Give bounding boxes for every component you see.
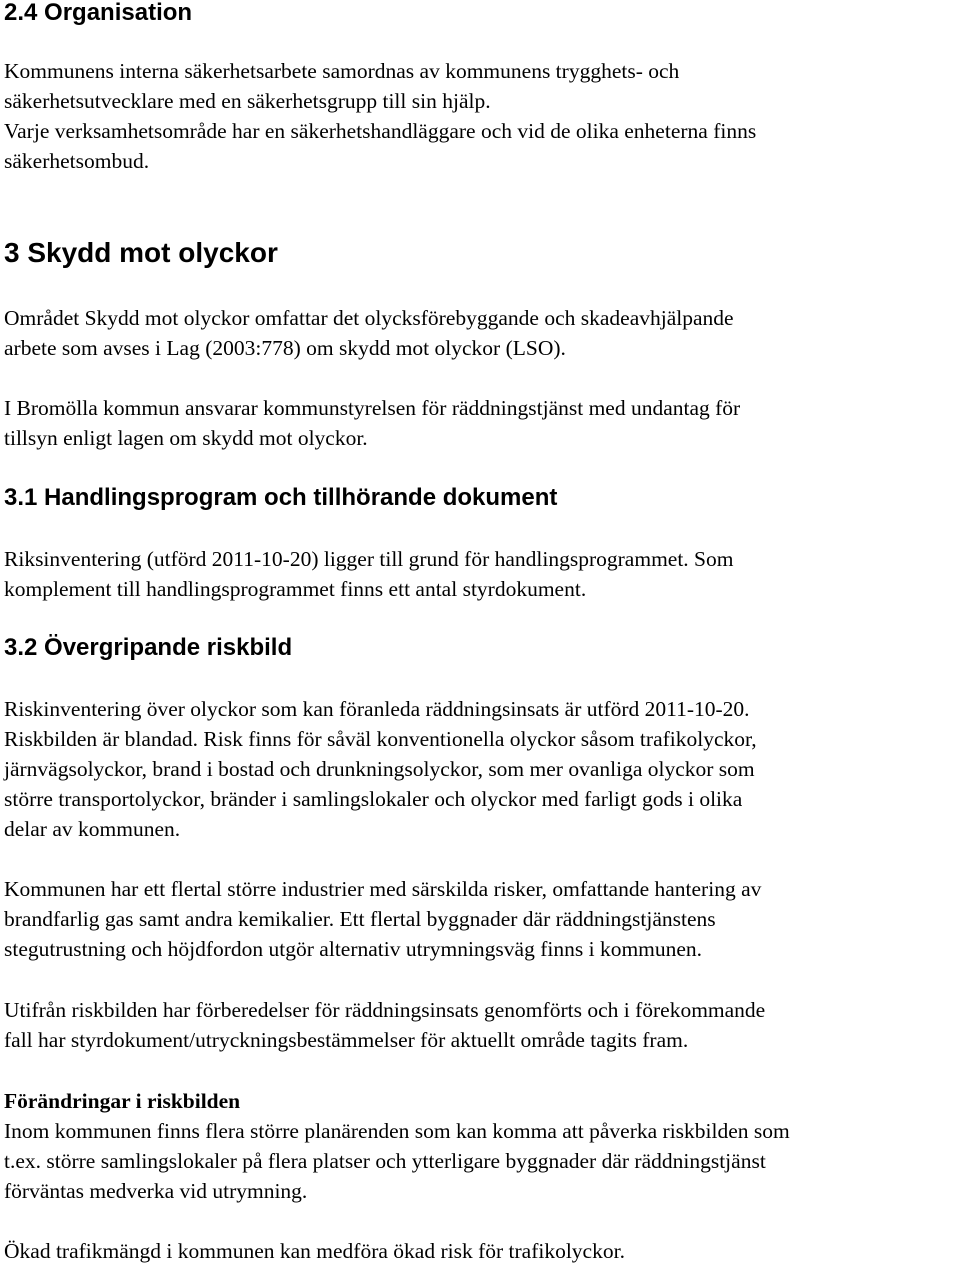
- text-line: Utifrån riskbilden har förberedelser för räddningsinsats genomförts och i förekommande: [4, 998, 766, 1022]
- text-line: Inom kommunen finns flera större planärenden som kan komma att påverka riskbilden som: [4, 1119, 790, 1143]
- text-line: komplement till handlingsprogrammet finns ett antal styrdokument.: [4, 577, 587, 601]
- text-line: järnvägsolyckor, brand i bostad och drunkningsolyckor, som mer ovanliga olyckor som: [4, 757, 755, 781]
- section-heading-3-1: 3.1 Handlingsprogram och tillhörande dokument: [4, 484, 558, 511]
- text-line: Riskbilden är blandad. Risk finns för såväl konventionella olyckor såsom trafikolyckor,: [4, 727, 757, 751]
- text-line: säkerhetsombud.: [4, 149, 150, 173]
- text-line: Ökad trafikmängd i kommunen kan medföra ökad risk för trafikolyckor.: [4, 1239, 625, 1263]
- text-line: t.ex. större samlingslokaler på flera platser och ytterligare byggnader där räddningstjänst: [4, 1149, 766, 1173]
- section-heading-3: 3 Skydd mot olyckor: [4, 237, 278, 268]
- text-line: arbete som avses i Lag (2003:778) om skydd mot olyckor (LSO).: [4, 336, 566, 360]
- skydd-paragraph-2: [4, 393, 960, 453]
- text-line: Varje verksamhetsområde har en säkerhetshandläggare och vid de olika enheterna finns: [4, 119, 757, 143]
- text-line: stegutrustning och höjdfordon utgör alternativ utrymningsväg finns i kommunen.: [4, 937, 703, 961]
- text-line: Riskinventering över olyckor som kan föranleda räddningsinsats är utförd 2011-10-20.: [4, 697, 750, 721]
- riskbild-paragraph-1: [4, 694, 960, 844]
- text-line: Kommunen har ett flertal större industrier med särskilda risker, omfattande hantering av: [4, 877, 762, 901]
- text-line: större transportolyckor, bränder i samlingslokaler och olyckor med farligt gods i olika: [4, 787, 743, 811]
- text-line: fall har styrdokument/utryckningsbestämmelser för aktuellt område tagits fram.: [4, 1028, 689, 1052]
- skydd-paragraph-1: [4, 303, 960, 363]
- text-line: Området Skydd mot olyckor omfattar det olycksförebyggande och skadeavhjälpande: [4, 306, 734, 330]
- organisation-paragraph: [4, 56, 960, 176]
- text-line: förväntas medverka vid utrymning.: [4, 1179, 308, 1203]
- section-heading-3-2: 3.2 Övergripande riskbild: [4, 634, 293, 661]
- handlingsprogram-paragraph: [4, 544, 960, 604]
- text-line: brandfarlig gas samt andra kemikalier. Ett flertal byggnader där räddningstjänstens: [4, 907, 716, 931]
- riskbild-paragraph-3: [4, 995, 960, 1055]
- section-heading-2-4: 2.4 Organisation: [4, 0, 193, 26]
- text-line: tillsyn enligt lagen om skydd mot olyckor.: [4, 426, 368, 450]
- text-line: Kommunens interna säkerhetsarbete samordnas av kommunens trygghets- och: [4, 59, 680, 83]
- text-line: Riksinventering (utförd 2011-10-20) ligger till grund för handlingsprogrammet. Som: [4, 547, 734, 571]
- changes-heading: Förändringar i riskbilden: [4, 1089, 241, 1113]
- riskbild-changes-paragraph: [4, 1086, 960, 1206]
- riskbild-paragraph-2: [4, 874, 960, 964]
- text-line: I Bromölla kommun ansvarar kommunstyrelsen för räddningstjänst med undantag för: [4, 396, 741, 420]
- text-line: säkerhetsutvecklare med en säkerhetsgrupp till sin hjälp.: [4, 89, 491, 113]
- riskbild-paragraph-5: [4, 1236, 960, 1266]
- text-line: delar av kommunen.: [4, 817, 181, 841]
